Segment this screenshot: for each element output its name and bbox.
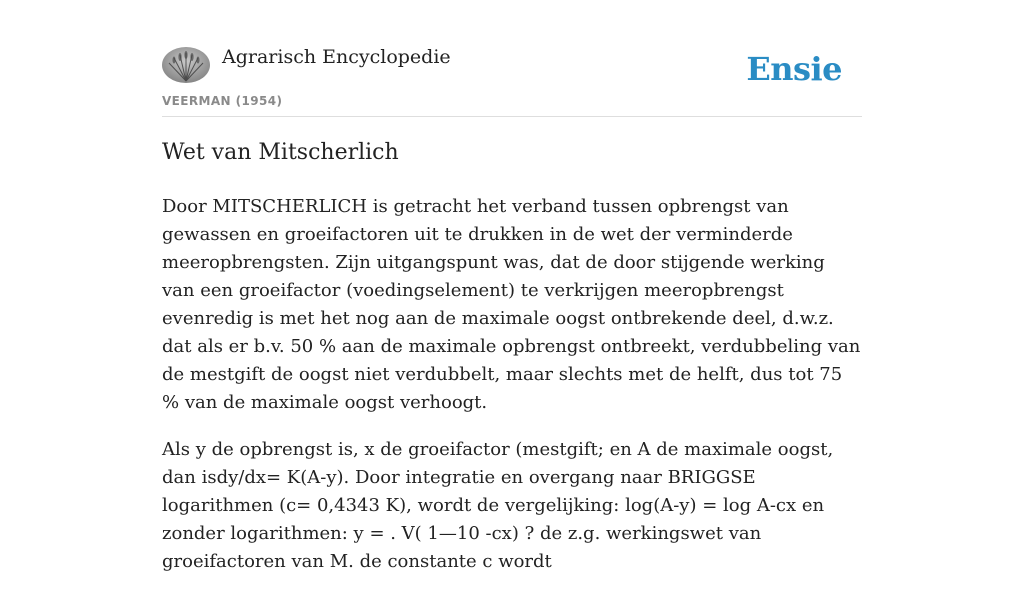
article-body <box>162 193 862 595</box>
paragraph: Als y de opbrengst is, x de groeifactor (mestgift; en A de maximale oogst, dan isdy/dx= K(A-y). Door integratie en overgang naar BRIGGSE logarithmen (c= 0,4343 K), wordt de vergelijking: log(A-y) = log A-cx en zonder logarithmen: y = . V( 1—10 -cx) ? de z.g. werkingswet van groeifactoren van M. de constante c wordt <box>162 439 834 572</box>
source-header <box>162 44 862 117</box>
ensie-logo[interactable]: Ensie <box>746 50 842 88</box>
source-title[interactable]: Agrarisch Encyclopedie <box>222 46 451 68</box>
paragraph: Door MITSCHERLICH is getracht het verband tussen opbrengst van gewassen en groeifactoren uit te drukken in de wet der verminderde meeropbrengsten. Zijn uitgangspunt was, dat de door stijgende werking van een groeifactor (voedingselement) te verkrijgen meeropbrengst evenredig is met het nog aan de maximale oogst ontbrekende deel, d.w.z. dat als er b.v. 50 % aan de maximale opbrengst ontbreekt, verdubbeling van de mestgift de oogst niet verdubbelt, maar slechts met de helft, dus tot 75 % van de maximale oogst verhoogt. <box>162 196 861 413</box>
page-title: Wet van Mitscherlich <box>162 140 399 165</box>
wheat-sheaf-icon[interactable] <box>162 47 210 83</box>
source-author: VEERMAN (1954) <box>162 94 283 108</box>
